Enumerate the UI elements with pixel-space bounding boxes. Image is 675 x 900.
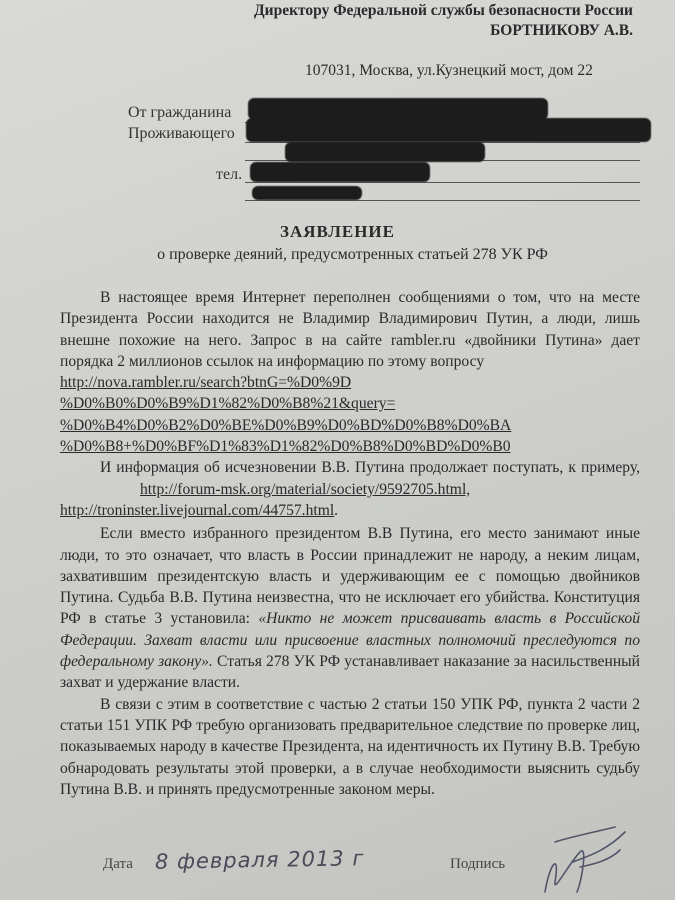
constitution-quote: «Никто не может присваивать власть в Российской Федерации. Захват власти или присвоение властных полномочий преследуются по федеральному закону».	[60, 610, 640, 671]
paragraph-3	[60, 523, 640, 693]
rambler-link-3[interactable]: %D0%B4%D0%B2%D0%BE%D0%B9%D0%BD%D0%B8%D0%BA	[60, 416, 512, 434]
document-title: ЗАЯВЛЕНИЕ	[279, 222, 395, 241]
livejournal-link[interactable]: http://troninster.livejournal.com/44757.html	[60, 501, 335, 519]
rambler-link-2[interactable]: %D0%B0%D0%B9%D1%82%D0%B8%21&query=	[60, 395, 396, 413]
paragraph-3-text-a: Если вместо избранного президентом В.В Путина, его место занимают иные люди, то это означает, что власть в России принадлежит не народу, а неким лицам, захватившим президентскую власть и удерживающим ее с помощью двойников Путина. Судьба В.В. Путина неизвестна, что не исключает его убийства. Конституция РФ в статье 3 установила:	[60, 525, 640, 628]
date-label: Дата	[103, 856, 133, 872]
redaction-address-2	[285, 142, 485, 162]
residing-label: Проживающего	[128, 125, 235, 142]
redaction-address-1	[246, 118, 651, 142]
extra-line	[245, 200, 640, 201]
paragraph-3-text-b: Статья 278 УК РФ устанавливает наказание за насильственный захват и удержание власти.	[60, 653, 640, 692]
phone-line	[245, 182, 640, 183]
rambler-link-1[interactable]: http://nova.rambler.ru/search?btnG=%D0%9D	[60, 374, 352, 392]
addressee-line: Директору Федеральной службы безопасности России	[253, 2, 633, 19]
handwritten-date: 8 февраля 2013 г	[154, 846, 365, 874]
paragraph-1	[60, 287, 640, 457]
redaction-extra	[252, 186, 362, 200]
handwritten-signature	[525, 822, 635, 900]
document-subtitle: о проверке деяний, предусмотренных статьей 278 УК РФ	[157, 246, 548, 263]
phone-label: тел.	[216, 166, 243, 183]
from-label: От гражданина	[128, 104, 232, 121]
signature-label: Подпись	[450, 856, 506, 872]
forum-msk-link[interactable]: http://forum-msk.org/material/society/9592705.html,	[140, 480, 471, 498]
redaction-name	[248, 98, 548, 120]
rambler-link-4[interactable]: %D0%B8+%D0%BF%D1%83%D1%82%D0%B8%D0%BD%D0%B0	[60, 438, 511, 456]
addressee-address: 107031, Москва, ул.Кузнецкий мост, дом 22	[305, 62, 593, 79]
paragraph-1-text: В настоящее время Интернет переполнен сообщениями о том, что на месте Президента России находится не Владимир Владимирович Путин, а люди, лишь внешне похожие на него. Запрос в на сайте rambler.ru «двойники Путина» дает порядка 2 миллионов ссылок на информацию по этому вопросу	[60, 289, 640, 370]
paragraph-4	[60, 694, 640, 800]
document-body	[60, 287, 640, 800]
paragraph-2: И информация об исчезновении В.В. Путина продолжает поступать, к примеру, http://forum-msk.org/material/society/9592705.html, http://troninster.livejournal.com/44757.html.	[60, 459, 640, 519]
addressee-name: БОРТНИКОВУ А.В.	[490, 22, 633, 39]
redaction-phone	[250, 162, 430, 182]
paragraph-4-text: В связи с этим в соответствие с частью 2 статьи 150 УПК РФ, пункта 2 части 2 статьи 151 УПК РФ требую организовать предварительное следствие по проверке лиц, показываемых народу в качестве Президента, на идентичность их Путину В.В. Требую обнародовать результаты этой проверки, а в случае необходимости выяснить судьбу Путина В.В. и принять предусмотренные законом меры.	[60, 695, 640, 798]
paragraph-2-text: И информация об исчезновении В.В. Путина продолжает поступать, к примеру,	[100, 459, 640, 477]
